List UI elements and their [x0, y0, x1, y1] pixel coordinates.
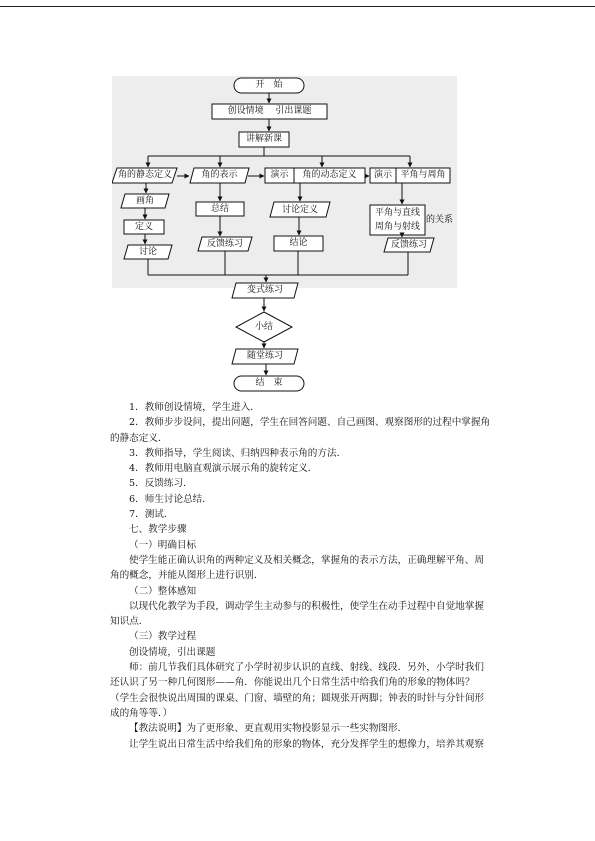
flow-col3-a: 讨论定义 — [281, 205, 318, 215]
body-text — [110, 400, 510, 752]
text-line: 3．教师指导，学生阅读、归纳四种表示角的方法． — [129, 447, 347, 459]
flow-follow: 随堂练习 — [246, 351, 283, 361]
teaching-flowchart — [112, 76, 457, 396]
flow-teach: 讲解新课 — [245, 134, 282, 144]
flow-col4-rel2: 周角与射线 — [374, 222, 420, 232]
flow-intro: 创设情境 引出课题 — [227, 106, 312, 116]
flow-col3-b: 结论 — [289, 238, 308, 248]
text-line: （学生会很快说出周围的课桌、门窗、墙壁的角；圆规张开两脚；钟表的时针与分针间形 — [110, 692, 485, 704]
flow-col2-top: 角的表示 — [201, 170, 238, 180]
text-line: 角的概念，并能从图形上进行识别． — [110, 570, 264, 582]
flow-col4-b: 反馈练习 — [390, 240, 427, 250]
text-line: 创设情境，引出课题 — [129, 646, 216, 658]
flow-col4-top: 平角与周角 — [400, 170, 446, 180]
text-line: （三）教学过程 — [129, 631, 197, 643]
flowchart-graphics — [112, 76, 457, 396]
text-line: 成的角等等．） — [110, 707, 173, 719]
flow-col4-rel-suffix: 的关系 — [426, 215, 454, 225]
text-line: 七、教学步骤 — [129, 524, 187, 536]
text-line: 4．教师用电脑直观演示展示角的旋转定义． — [129, 463, 318, 475]
flow-col1-a: 画角 — [135, 196, 154, 206]
text-line: 的静态定义． — [110, 432, 168, 444]
text-line: （一）明确目标 — [129, 539, 197, 551]
text-line: 2．教师步步设问，提出问题，学生在回答问题、自己画图、观察图形的过程中掌握角 — [129, 417, 491, 429]
text-line: 6．师生讨论总结． — [129, 493, 212, 505]
text-line: （二）整体感知 — [129, 585, 197, 597]
text-line: 7．测试． — [129, 509, 174, 521]
text-line: 还认识了另一种几何图形——角．你能说出几个日常生活中给我们角的形象的物体吗？ — [110, 677, 475, 689]
text-line: 让学生说出日常生活中给我们角的形象的物体，充分发挥学生的想像力，培养其观察 — [129, 738, 484, 750]
text-line: 1．教师创设情境，学生进入． — [129, 402, 260, 413]
flow-col1-b: 定义 — [134, 222, 153, 232]
header-rule — [0, 6, 595, 7]
flow-col3-demo: 演示 — [270, 170, 289, 180]
text-line: 师：前几节我们具体研究了小学时初步认识的直线、射线、线段．另外，小学时我们 — [129, 662, 484, 674]
text-line: 知识点． — [110, 616, 149, 628]
text-line: 【教法说明】为了更形象、更直观用实物投影显示一些实物图形． — [129, 723, 408, 735]
flow-col2-a: 总结 — [210, 204, 229, 214]
text-line: 以现代化教学为手段，调动学生主动参与的积极性，使学生在动手过程中自觉地掌握 — [129, 600, 484, 612]
flow-col3-top: 角的动态定义 — [302, 170, 357, 180]
flow-start: 开 始 — [255, 80, 283, 90]
flow-col1-c: 讨论 — [138, 247, 157, 257]
text-line: 使学生能正确认识角的两种定义及相关概念，掌握角的表示方法，正确理解平角、周 — [129, 554, 484, 566]
flow-col4-rel1: 平角与直线 — [374, 208, 420, 218]
text-line: 5．反馈练习． — [129, 478, 193, 490]
flow-summary: 小结 — [254, 322, 273, 332]
flow-end: 结 束 — [255, 378, 283, 388]
flow-col1-top: 角的静态定义 — [117, 170, 172, 180]
flow-col4-demo: 演示 — [373, 170, 392, 180]
flow-variant: 变式练习 — [246, 285, 283, 295]
flow-col2-b: 反馈练习 — [206, 239, 243, 249]
